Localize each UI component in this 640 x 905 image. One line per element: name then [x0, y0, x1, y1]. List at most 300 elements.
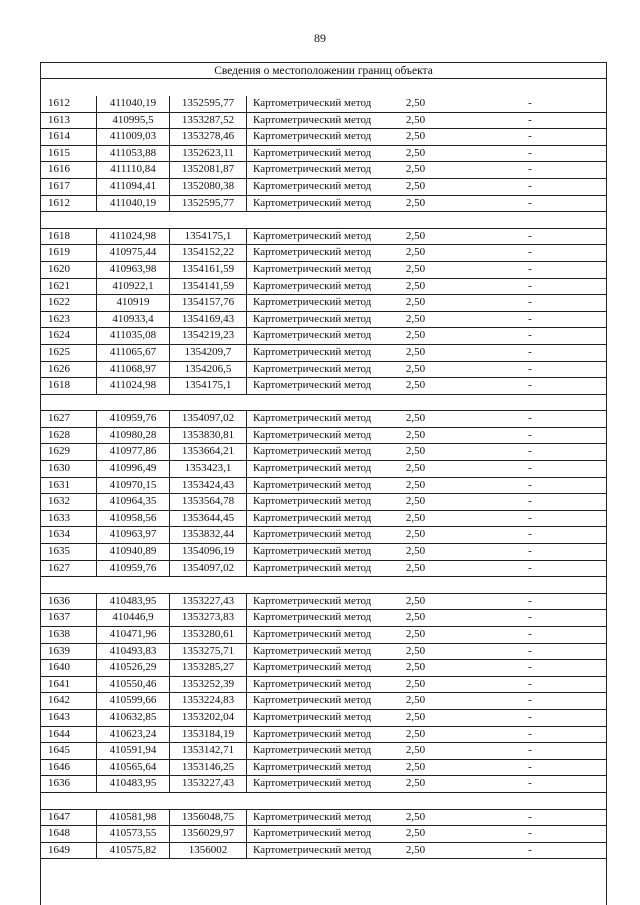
x-coordinate-cell: 410959,76	[97, 411, 170, 428]
method-cell: Картометрический метод	[247, 510, 379, 527]
y-coordinate-cell: 1353227,43	[170, 593, 247, 610]
table-row	[40, 759, 607, 776]
point-number-cell: 1649	[40, 842, 97, 859]
point-number-cell: 1615	[40, 145, 97, 162]
x-coordinate-cell: 410963,97	[97, 527, 170, 544]
y-coordinate-cell: 1354175,1	[170, 378, 247, 395]
x-coordinate-cell: 411065,67	[97, 344, 170, 361]
method-cell: Картометрический метод	[247, 627, 379, 644]
description-cell: -	[453, 178, 607, 195]
accuracy-cell: 2,50	[378, 693, 453, 710]
y-coordinate-cell: 1354152,22	[170, 245, 247, 262]
y-coordinate-cell: 1356048,75	[170, 809, 247, 826]
table-row	[40, 809, 607, 826]
description-cell: -	[453, 361, 607, 378]
point-number-cell: 1630	[40, 461, 97, 478]
table-row	[40, 461, 607, 478]
table-row	[40, 444, 607, 461]
accuracy-cell: 2,50	[378, 96, 453, 112]
x-coordinate-cell: 410565,64	[97, 759, 170, 776]
y-coordinate-cell: 1353832,44	[170, 527, 247, 544]
accuracy-cell: 2,50	[378, 660, 453, 677]
point-number-cell: 1638	[40, 627, 97, 644]
accuracy-cell: 2,50	[378, 510, 453, 527]
method-cell: Картометрический метод	[247, 709, 379, 726]
description-cell: -	[453, 527, 607, 544]
y-coordinate-cell: 1352080,38	[170, 178, 247, 195]
group-separator-row	[40, 394, 607, 411]
y-coordinate-cell: 1354161,59	[170, 261, 247, 278]
table-row	[40, 610, 607, 627]
y-coordinate-cell: 1353644,45	[170, 510, 247, 527]
y-coordinate-cell: 1353830,81	[170, 427, 247, 444]
table-row	[40, 178, 607, 195]
description-cell: -	[453, 610, 607, 627]
table-row	[40, 527, 607, 544]
method-cell: Картометрический метод	[247, 427, 379, 444]
accuracy-cell: 2,50	[378, 295, 453, 312]
table-caption: Сведения о местоположении границ объекта	[40, 63, 607, 79]
x-coordinate-cell: 410599,66	[97, 693, 170, 710]
x-coordinate-cell: 410483,95	[97, 776, 170, 793]
description-cell: -	[453, 693, 607, 710]
accuracy-cell: 2,50	[378, 826, 453, 843]
x-coordinate-cell: 410919	[97, 295, 170, 312]
y-coordinate-cell: 1353564,78	[170, 494, 247, 511]
method-cell: Картометрический метод	[247, 245, 379, 262]
boundary-coordinates-table	[40, 96, 607, 859]
method-cell: Картометрический метод	[247, 477, 379, 494]
point-number-cell: 1619	[40, 245, 97, 262]
table-row	[40, 709, 607, 726]
method-cell: Картометрический метод	[247, 743, 379, 760]
description-cell: -	[453, 96, 607, 112]
table-row	[40, 776, 607, 793]
description-cell: -	[453, 842, 607, 859]
method-cell: Картометрический метод	[247, 411, 379, 428]
y-coordinate-cell: 1354157,76	[170, 295, 247, 312]
accuracy-cell: 2,50	[378, 743, 453, 760]
group-separator-row	[40, 577, 607, 594]
point-number-cell: 1631	[40, 477, 97, 494]
y-coordinate-cell: 1353224,83	[170, 693, 247, 710]
method-cell: Картометрический метод	[247, 361, 379, 378]
y-coordinate-cell: 1354096,19	[170, 544, 247, 561]
description-cell: -	[453, 344, 607, 361]
table-row	[40, 693, 607, 710]
method-cell: Картометрический метод	[247, 261, 379, 278]
method-cell: Картометрический метод	[247, 295, 379, 312]
method-cell: Картометрический метод	[247, 693, 379, 710]
y-coordinate-cell: 1354141,59	[170, 278, 247, 295]
point-number-cell: 1624	[40, 328, 97, 345]
description-cell: -	[453, 245, 607, 262]
description-cell: -	[453, 427, 607, 444]
x-coordinate-cell: 410632,85	[97, 709, 170, 726]
x-coordinate-cell: 410940,89	[97, 544, 170, 561]
point-number-cell: 1643	[40, 709, 97, 726]
method-cell: Картометрический метод	[247, 726, 379, 743]
y-coordinate-cell: 1352623,11	[170, 145, 247, 162]
y-coordinate-cell: 1353184,19	[170, 726, 247, 743]
accuracy-cell: 2,50	[378, 361, 453, 378]
accuracy-cell: 2,50	[378, 477, 453, 494]
table-row	[40, 726, 607, 743]
point-number-cell: 1645	[40, 743, 97, 760]
point-number-cell: 1628	[40, 427, 97, 444]
x-coordinate-cell: 411040,19	[97, 96, 170, 112]
accuracy-cell: 2,50	[378, 527, 453, 544]
y-coordinate-cell: 1353202,04	[170, 709, 247, 726]
accuracy-cell: 2,50	[378, 709, 453, 726]
x-coordinate-cell: 410526,29	[97, 660, 170, 677]
point-number-cell: 1633	[40, 510, 97, 527]
description-cell: -	[453, 311, 607, 328]
table-row	[40, 627, 607, 644]
point-number-cell: 1634	[40, 527, 97, 544]
accuracy-cell: 2,50	[378, 809, 453, 826]
table-row	[40, 361, 607, 378]
method-cell: Картометрический метод	[247, 378, 379, 395]
description-cell: -	[453, 195, 607, 212]
table-row	[40, 643, 607, 660]
accuracy-cell: 2,50	[378, 593, 453, 610]
table-row	[40, 477, 607, 494]
table-row	[40, 228, 607, 245]
x-coordinate-cell: 411094,41	[97, 178, 170, 195]
point-number-cell: 1639	[40, 643, 97, 660]
accuracy-cell: 2,50	[378, 759, 453, 776]
table-row	[40, 743, 607, 760]
point-number-cell: 1614	[40, 129, 97, 146]
accuracy-cell: 2,50	[378, 245, 453, 262]
separator-cell	[40, 577, 607, 594]
point-number-cell: 1625	[40, 344, 97, 361]
point-number-cell: 1620	[40, 261, 97, 278]
method-cell: Картометрический метод	[247, 643, 379, 660]
point-number-cell: 1646	[40, 759, 97, 776]
x-coordinate-cell: 410970,15	[97, 477, 170, 494]
description-cell: -	[453, 826, 607, 843]
method-cell: Картометрический метод	[247, 195, 379, 212]
description-cell: -	[453, 378, 607, 395]
y-coordinate-cell: 1354175,1	[170, 228, 247, 245]
table-row	[40, 96, 607, 112]
description-cell: -	[453, 494, 607, 511]
table-row	[40, 411, 607, 428]
point-number-cell: 1612	[40, 96, 97, 112]
description-cell: -	[453, 544, 607, 561]
accuracy-cell: 2,50	[378, 261, 453, 278]
accuracy-cell: 2,50	[378, 195, 453, 212]
accuracy-cell: 2,50	[378, 494, 453, 511]
table-row	[40, 195, 607, 212]
y-coordinate-cell: 1353142,71	[170, 743, 247, 760]
description-cell: -	[453, 129, 607, 146]
description-cell: -	[453, 676, 607, 693]
table-row	[40, 129, 607, 146]
point-number-cell: 1627	[40, 411, 97, 428]
y-coordinate-cell: 1354219,23	[170, 328, 247, 345]
accuracy-cell: 2,50	[378, 444, 453, 461]
point-number-cell: 1635	[40, 544, 97, 561]
y-coordinate-cell: 1352595,77	[170, 195, 247, 212]
accuracy-cell: 2,50	[378, 145, 453, 162]
x-coordinate-cell: 411035,08	[97, 328, 170, 345]
method-cell: Картометрический метод	[247, 228, 379, 245]
y-coordinate-cell: 1353278,46	[170, 129, 247, 146]
y-coordinate-cell: 1353280,61	[170, 627, 247, 644]
y-coordinate-cell: 1353423,1	[170, 461, 247, 478]
y-coordinate-cell: 1353146,25	[170, 759, 247, 776]
x-coordinate-cell: 411053,88	[97, 145, 170, 162]
x-coordinate-cell: 410933,4	[97, 311, 170, 328]
y-coordinate-cell: 1356029,97	[170, 826, 247, 843]
method-cell: Картометрический метод	[247, 112, 379, 129]
table-row	[40, 676, 607, 693]
accuracy-cell: 2,50	[378, 378, 453, 395]
point-number-cell: 1626	[40, 361, 97, 378]
description-cell: -	[453, 112, 607, 129]
method-cell: Картометрический метод	[247, 610, 379, 627]
accuracy-cell: 2,50	[378, 544, 453, 561]
point-number-cell: 1618	[40, 228, 97, 245]
table-row	[40, 311, 607, 328]
accuracy-cell: 2,50	[378, 627, 453, 644]
point-number-cell: 1617	[40, 178, 97, 195]
x-coordinate-cell: 411024,98	[97, 378, 170, 395]
method-cell: Картометрический метод	[247, 278, 379, 295]
description-cell: -	[453, 295, 607, 312]
accuracy-cell: 2,50	[378, 162, 453, 179]
table-row	[40, 510, 607, 527]
method-cell: Картометрический метод	[247, 759, 379, 776]
description-cell: -	[453, 560, 607, 577]
page-number: 89	[314, 31, 326, 45]
point-number-cell: 1623	[40, 311, 97, 328]
table-row	[40, 593, 607, 610]
description-cell: -	[453, 328, 607, 345]
y-coordinate-cell: 1353664,21	[170, 444, 247, 461]
table-row	[40, 261, 607, 278]
method-cell: Картометрический метод	[247, 660, 379, 677]
description-cell: -	[453, 627, 607, 644]
point-number-cell: 1629	[40, 444, 97, 461]
accuracy-cell: 2,50	[378, 560, 453, 577]
accuracy-cell: 2,50	[378, 842, 453, 859]
x-coordinate-cell: 410958,56	[97, 510, 170, 527]
description-cell: -	[453, 228, 607, 245]
y-coordinate-cell: 1354206,5	[170, 361, 247, 378]
accuracy-cell: 2,50	[378, 776, 453, 793]
table-row	[40, 560, 607, 577]
method-cell: Картометрический метод	[247, 344, 379, 361]
method-cell: Картометрический метод	[247, 444, 379, 461]
y-coordinate-cell: 1354097,02	[170, 411, 247, 428]
x-coordinate-cell: 411040,19	[97, 195, 170, 212]
accuracy-cell: 2,50	[378, 461, 453, 478]
table-row	[40, 245, 607, 262]
table-row	[40, 295, 607, 312]
method-cell: Картометрический метод	[247, 96, 379, 112]
group-separator-row	[40, 212, 607, 229]
x-coordinate-cell: 410964,35	[97, 494, 170, 511]
accuracy-cell: 2,50	[378, 311, 453, 328]
y-coordinate-cell: 1354209,7	[170, 344, 247, 361]
method-cell: Картометрический метод	[247, 842, 379, 859]
x-coordinate-cell: 411024,98	[97, 228, 170, 245]
y-coordinate-cell: 1353287,52	[170, 112, 247, 129]
table-row	[40, 328, 607, 345]
point-number-cell: 1618	[40, 378, 97, 395]
x-coordinate-cell: 410623,24	[97, 726, 170, 743]
y-coordinate-cell: 1353252,39	[170, 676, 247, 693]
method-cell: Картометрический метод	[247, 560, 379, 577]
x-coordinate-cell: 411068,97	[97, 361, 170, 378]
table-row	[40, 145, 607, 162]
point-number-cell: 1621	[40, 278, 97, 295]
y-coordinate-cell: 1354097,02	[170, 560, 247, 577]
method-cell: Картометрический метод	[247, 461, 379, 478]
description-cell: -	[453, 477, 607, 494]
y-coordinate-cell: 1352595,77	[170, 96, 247, 112]
accuracy-cell: 2,50	[378, 178, 453, 195]
x-coordinate-cell: 410573,55	[97, 826, 170, 843]
point-number-cell: 1622	[40, 295, 97, 312]
description-cell: -	[453, 809, 607, 826]
separator-cell	[40, 212, 607, 229]
y-coordinate-cell: 1353273,83	[170, 610, 247, 627]
method-cell: Картометрический метод	[247, 328, 379, 345]
method-cell: Картометрический метод	[247, 145, 379, 162]
accuracy-cell: 2,50	[378, 112, 453, 129]
table-row	[40, 660, 607, 677]
method-cell: Картометрический метод	[247, 527, 379, 544]
x-coordinate-cell: 410446,9	[97, 610, 170, 627]
method-cell: Картометрический метод	[247, 544, 379, 561]
description-cell: -	[453, 444, 607, 461]
table-row	[40, 162, 607, 179]
description-cell: -	[453, 593, 607, 610]
y-coordinate-cell: 1353285,27	[170, 660, 247, 677]
point-number-cell: 1642	[40, 693, 97, 710]
x-coordinate-cell: 410483,95	[97, 593, 170, 610]
method-cell: Картометрический метод	[247, 593, 379, 610]
accuracy-cell: 2,50	[378, 726, 453, 743]
x-coordinate-cell: 410995,5	[97, 112, 170, 129]
accuracy-cell: 2,50	[378, 278, 453, 295]
table-row	[40, 544, 607, 561]
table-row	[40, 344, 607, 361]
point-number-cell: 1641	[40, 676, 97, 693]
description-cell: -	[453, 660, 607, 677]
y-coordinate-cell: 1353275,71	[170, 643, 247, 660]
y-coordinate-cell: 1353227,43	[170, 776, 247, 793]
y-coordinate-cell: 1353424,43	[170, 477, 247, 494]
point-number-cell: 1636	[40, 776, 97, 793]
accuracy-cell: 2,50	[378, 228, 453, 245]
accuracy-cell: 2,50	[378, 676, 453, 693]
point-number-cell: 1613	[40, 112, 97, 129]
description-cell: -	[453, 261, 607, 278]
table-row	[40, 826, 607, 843]
x-coordinate-cell: 410996,49	[97, 461, 170, 478]
x-coordinate-cell: 410581,98	[97, 809, 170, 826]
method-cell: Картометрический метод	[247, 162, 379, 179]
x-coordinate-cell: 410963,98	[97, 261, 170, 278]
table-row	[40, 112, 607, 129]
x-coordinate-cell: 410959,76	[97, 560, 170, 577]
description-cell: -	[453, 776, 607, 793]
accuracy-cell: 2,50	[378, 643, 453, 660]
point-number-cell: 1632	[40, 494, 97, 511]
accuracy-cell: 2,50	[378, 328, 453, 345]
description-cell: -	[453, 461, 607, 478]
method-cell: Картометрический метод	[247, 129, 379, 146]
x-coordinate-cell: 410471,96	[97, 627, 170, 644]
description-cell: -	[453, 278, 607, 295]
description-cell: -	[453, 743, 607, 760]
x-coordinate-cell: 410591,94	[97, 743, 170, 760]
point-number-cell: 1647	[40, 809, 97, 826]
method-cell: Картометрический метод	[247, 826, 379, 843]
x-coordinate-cell: 411110,84	[97, 162, 170, 179]
method-cell: Картометрический метод	[247, 676, 379, 693]
group-separator-row	[40, 792, 607, 809]
point-number-cell: 1636	[40, 593, 97, 610]
point-number-cell: 1612	[40, 195, 97, 212]
x-coordinate-cell: 410980,28	[97, 427, 170, 444]
point-number-cell: 1644	[40, 726, 97, 743]
y-coordinate-cell: 1354169,43	[170, 311, 247, 328]
method-cell: Картометрический метод	[247, 311, 379, 328]
table-row	[40, 494, 607, 511]
x-coordinate-cell: 410975,44	[97, 245, 170, 262]
separator-cell	[40, 394, 607, 411]
description-cell: -	[453, 726, 607, 743]
x-coordinate-cell: 410550,46	[97, 676, 170, 693]
point-number-cell: 1637	[40, 610, 97, 627]
table-row	[40, 378, 607, 395]
table-row	[40, 278, 607, 295]
x-coordinate-cell: 410575,82	[97, 842, 170, 859]
table-row	[40, 427, 607, 444]
accuracy-cell: 2,50	[378, 344, 453, 361]
description-cell: -	[453, 510, 607, 527]
point-number-cell: 1648	[40, 826, 97, 843]
accuracy-cell: 2,50	[378, 129, 453, 146]
x-coordinate-cell: 410977,86	[97, 444, 170, 461]
table-row	[40, 842, 607, 859]
description-cell: -	[453, 709, 607, 726]
point-number-cell: 1640	[40, 660, 97, 677]
method-cell: Картометрический метод	[247, 178, 379, 195]
description-cell: -	[453, 759, 607, 776]
method-cell: Картометрический метод	[247, 776, 379, 793]
accuracy-cell: 2,50	[378, 427, 453, 444]
x-coordinate-cell: 411009,03	[97, 129, 170, 146]
x-coordinate-cell: 410922,1	[97, 278, 170, 295]
description-cell: -	[453, 145, 607, 162]
accuracy-cell: 2,50	[378, 610, 453, 627]
point-number-cell: 1616	[40, 162, 97, 179]
y-coordinate-cell: 1356002	[170, 842, 247, 859]
description-cell: -	[453, 411, 607, 428]
y-coordinate-cell: 1352081,87	[170, 162, 247, 179]
description-cell: -	[453, 162, 607, 179]
method-cell: Картометрический метод	[247, 494, 379, 511]
point-number-cell: 1627	[40, 560, 97, 577]
